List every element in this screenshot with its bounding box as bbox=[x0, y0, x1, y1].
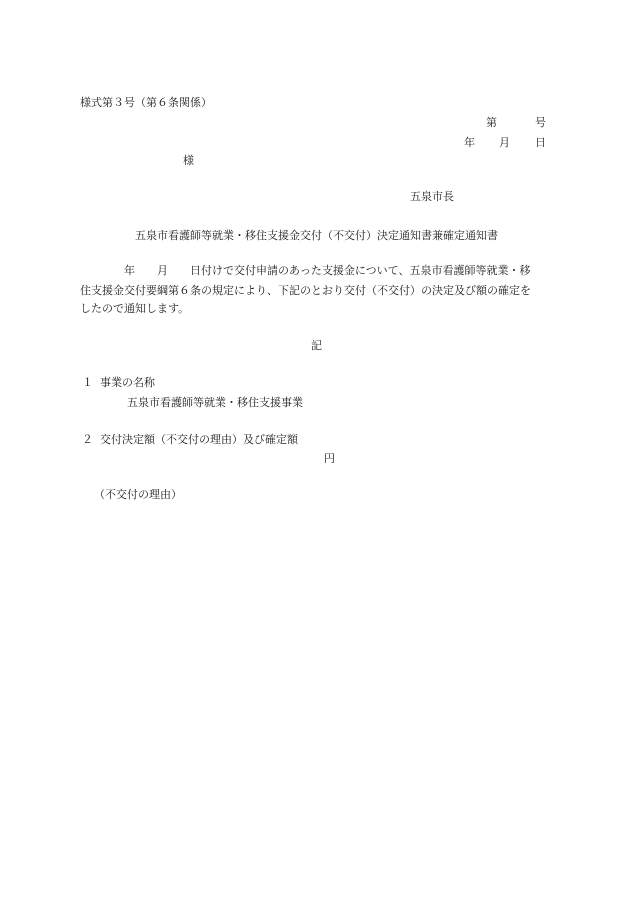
body-line-3: したので通知します。 bbox=[80, 302, 190, 315]
body-month: 月 bbox=[157, 264, 168, 277]
item-2-currency: 円 bbox=[324, 452, 335, 465]
date-year: 年 bbox=[464, 136, 475, 149]
item-1-number: １ bbox=[82, 376, 93, 389]
issuer: 五泉市長 bbox=[410, 190, 454, 203]
addressee-suffix: 様 bbox=[183, 154, 194, 167]
body-line-2: 住支援金交付要綱第６条の規定により、下記のとおり交付（不交付）の決定及び額の確定を bbox=[80, 284, 531, 297]
date-day: 日 bbox=[535, 136, 546, 149]
body-year: 年 bbox=[124, 264, 135, 277]
item-1-label: 事業の名称 bbox=[100, 376, 155, 389]
item-1-value: 五泉市看護師等就業・移住支援事業 bbox=[127, 396, 303, 409]
item-2-label: 交付決定額（不交付の理由）及び確定額 bbox=[100, 433, 298, 446]
item-1-heading bbox=[82, 377, 155, 388]
body-line-1-text: 日付けで交付申請のあった支援金について、五泉市看護師等就業・移 bbox=[190, 264, 531, 277]
body-line-1 bbox=[80, 265, 530, 276]
doc-number-suffix: 号 bbox=[535, 116, 546, 129]
reason-label: （不交付の理由） bbox=[94, 488, 182, 501]
date-month: 月 bbox=[499, 136, 510, 149]
form-label: 様式第３号（第６条関係） bbox=[80, 96, 212, 109]
item-2-heading bbox=[82, 434, 298, 445]
doc-number-prefix: 第 bbox=[486, 116, 497, 129]
document-title: 五泉市看護師等就業・移住支援金交付（不交付）決定通知書兼確定通知書 bbox=[135, 229, 498, 242]
ki-heading: 記 bbox=[311, 339, 322, 352]
item-2-number: ２ bbox=[82, 433, 93, 446]
